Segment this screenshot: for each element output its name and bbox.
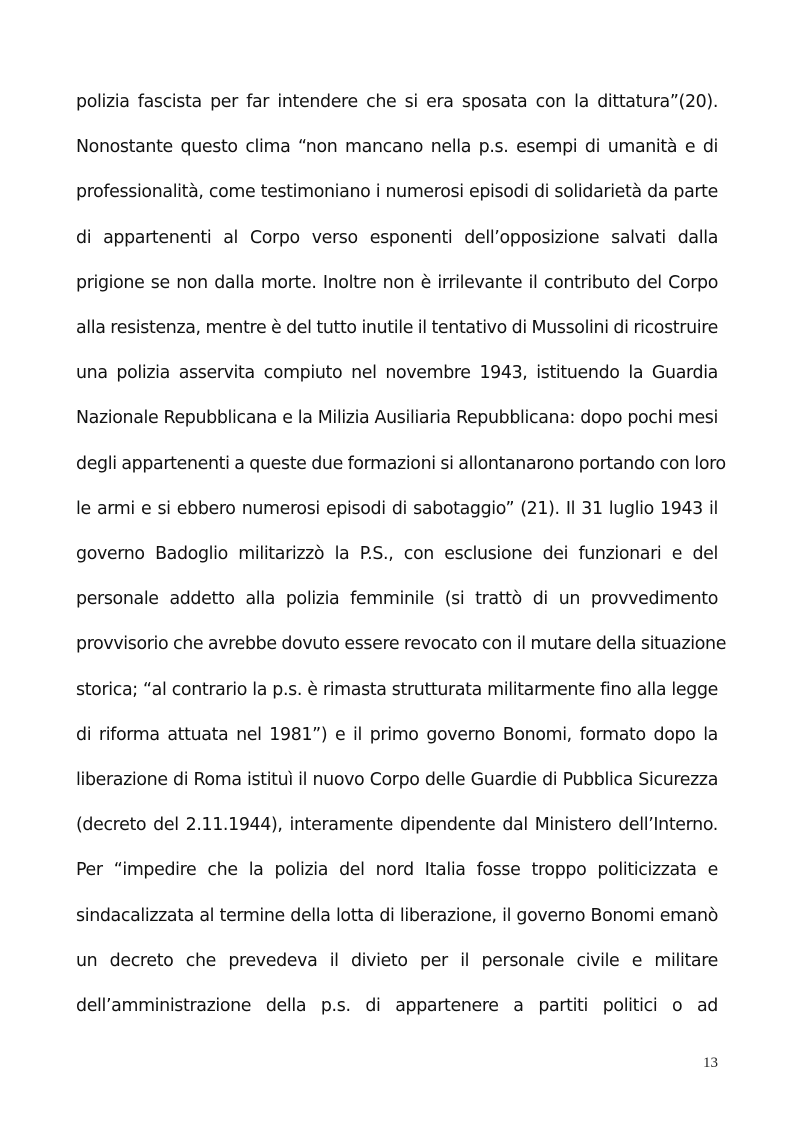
text-line: dell’amministrazione della p.s. di appartenere a partiti politici o ad <box>76 996 718 1016</box>
text-line: un decreto che prevedeva il divieto per il personale civile e militare <box>76 950 718 971</box>
text-line: degli appartenenti a queste due formazioni si allontanarono portando con loro <box>76 453 726 474</box>
text-line: polizia fascista per far intendere che si era sposata con la dittatura”(20). <box>76 92 718 112</box>
text-line: di riforma attuata nel 1981”) e il primo governo Bonomi, formato dopo la <box>76 724 718 745</box>
text-line: prigione se non dalla morte. Inoltre non è irrilevante il contributo del Corpo <box>76 272 718 293</box>
text-line: Per “impedire che la polizia del nord Italia fosse troppo politicizzata e <box>76 860 718 881</box>
text-line: le armi e si ebbero numerosi episodi di sabotaggio” (21). Il 31 luglio 1943 il <box>76 498 718 519</box>
page-number: 13 <box>703 1055 718 1071</box>
text-line: alla resistenza, mentre è del tutto inutile il tentativo di Mussolini di ricostruire <box>76 318 718 338</box>
text-line: Nonostante questo clima “non mancano nella p.s. esempi di umanità e di <box>76 137 718 158</box>
text-line: di appartenenti al Corpo verso esponenti dell’opposizione salvati dalla <box>76 227 718 248</box>
text-line: professionalità, come testimoniano i numerosi episodi di solidarietà da parte <box>76 182 718 203</box>
text-line: personale addetto alla polizia femminile (si trattò di un provvedimento <box>76 589 718 610</box>
text-line: liberazione di Roma istituì il nuovo Corpo delle Guardie di Pubblica Sicurezza <box>76 770 718 790</box>
text-line: (decreto del 2.11.1944), interamente dipendente dal Ministero dell’Interno. <box>76 815 718 836</box>
text-line: provvisorio che avrebbe dovuto essere revocato con il mutare della situazione <box>76 634 727 655</box>
text-line: governo Badoglio militarizzò la P.S., con esclusione dei funzionari e del <box>76 544 718 564</box>
text-line: storica; “al contrario la p.s. è rimasta strutturata militarmente fino alla legge <box>76 679 718 700</box>
text-line: una polizia asservita compiuto nel novembre 1943, istituendo la Guardia <box>76 363 718 384</box>
text-line: Nazionale Repubblicana e la Milizia Ausiliaria Repubblicana: dopo pochi mesi <box>76 408 718 429</box>
text-line: sindacalizzata al termine della lotta di liberazione, il governo Bonomi emanò <box>76 905 718 926</box>
